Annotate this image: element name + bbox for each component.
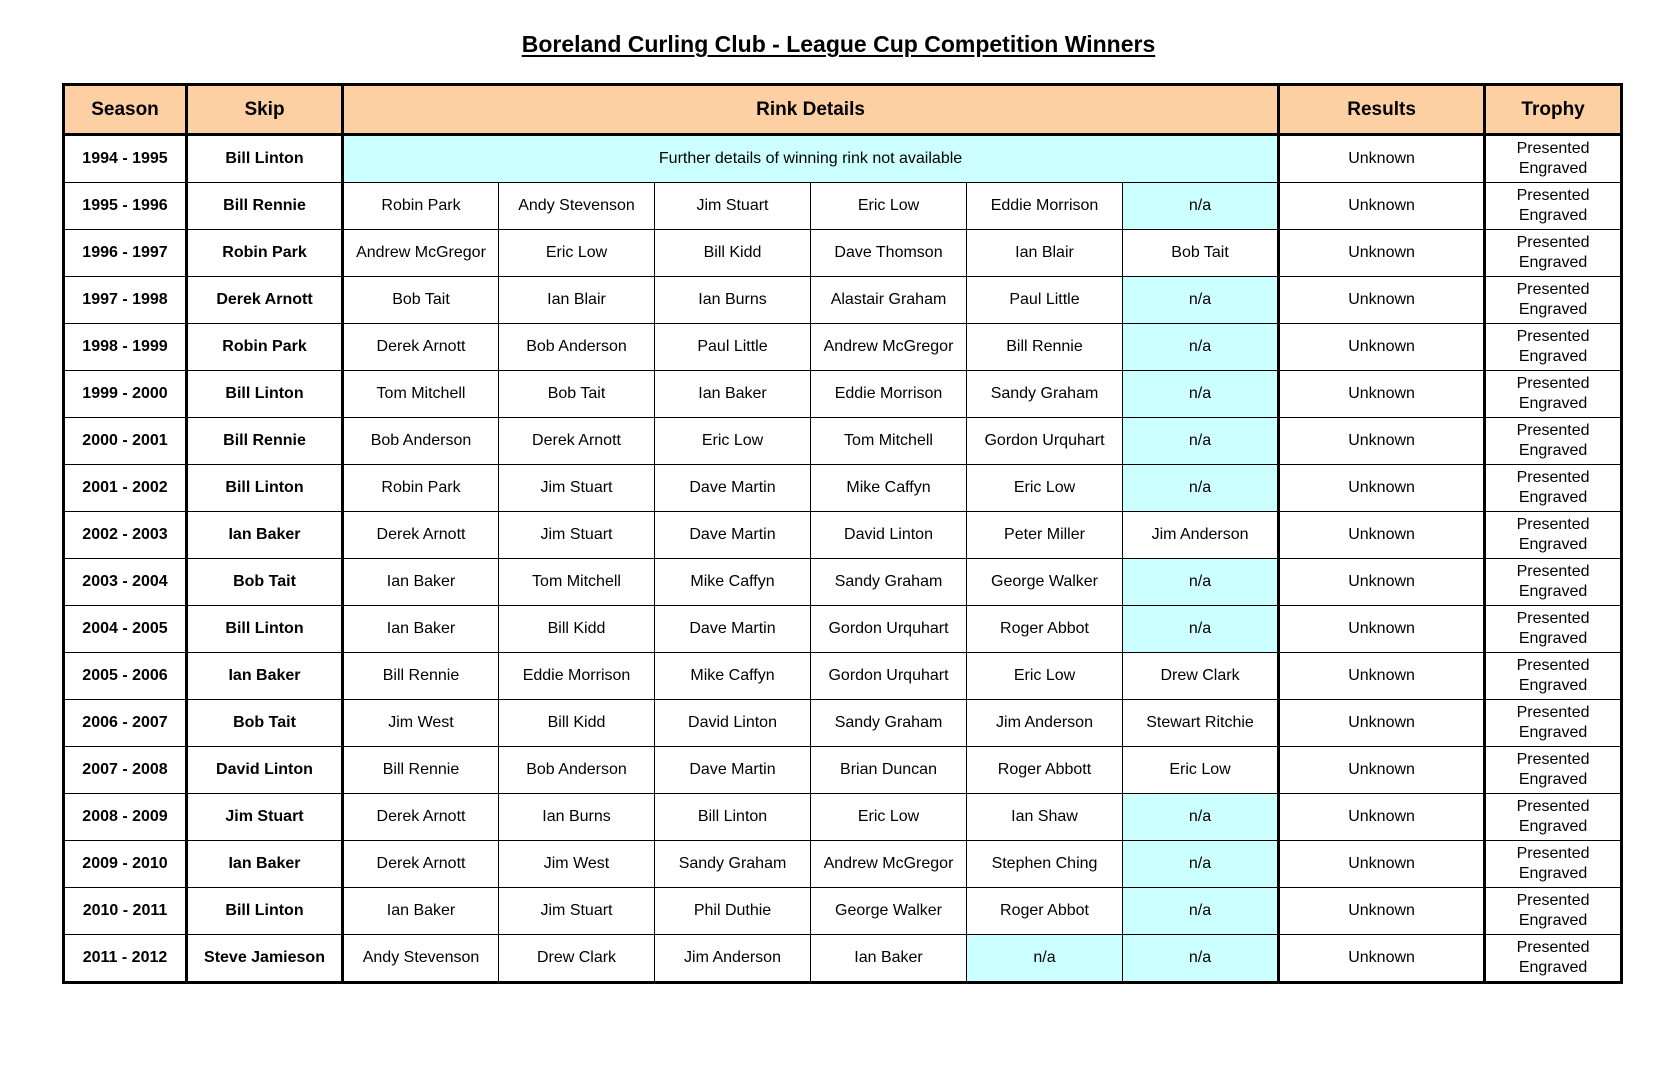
result-cell: Unknown [1279, 135, 1485, 183]
rink-member-cell: Gordon Urquhart [967, 418, 1123, 465]
skip-cell: Robin Park [187, 230, 343, 277]
result-cell: Unknown [1279, 465, 1485, 512]
trophy-cell [1485, 135, 1622, 183]
result-cell: Unknown [1279, 418, 1485, 465]
rink-member-cell: Dave Martin [655, 465, 811, 512]
rink-member-cell: Eddie Morrison [811, 371, 967, 418]
trophy-status-engraved: Engraved [1518, 865, 1588, 882]
season-cell: 1998 - 1999 [64, 324, 187, 371]
skip-cell: Ian Baker [187, 653, 343, 700]
trophy-cell [1485, 653, 1622, 700]
table-row [64, 888, 1622, 935]
trophy-status-presented: Presented [1516, 422, 1590, 439]
rink-member-cell: Eric Low [967, 653, 1123, 700]
season-cell: 1995 - 1996 [64, 183, 187, 230]
season-cell: 2004 - 2005 [64, 606, 187, 653]
season-cell: 2007 - 2008 [64, 747, 187, 794]
table-body [64, 135, 1622, 983]
rink-member-cell: David Linton [655, 700, 811, 747]
trophy-cell [1485, 559, 1622, 606]
rink-member-cell: Ian Burns [655, 277, 811, 324]
rink-member-cell: Alastair Graham [811, 277, 967, 324]
rink-member-cell: Bill Rennie [343, 747, 499, 794]
rink-member-cell: Ian Shaw [967, 794, 1123, 841]
header-rink-details: Rink Details [343, 85, 1279, 135]
rink-member-cell: Paul Little [967, 277, 1123, 324]
skip-cell: Bill Rennie [187, 418, 343, 465]
winners-table [62, 83, 1623, 984]
trophy-status-presented: Presented [1516, 281, 1590, 298]
rink-member-cell: Bob Tait [343, 277, 499, 324]
skip-cell: Jim Stuart [187, 794, 343, 841]
rink-member-cell: Eric Low [655, 418, 811, 465]
trophy-cell [1485, 512, 1622, 559]
skip-cell: Robin Park [187, 324, 343, 371]
trophy-status-engraved: Engraved [1518, 348, 1588, 365]
trophy-status-presented: Presented [1516, 704, 1590, 721]
trophy-status-engraved: Engraved [1518, 395, 1588, 412]
season-cell: 2003 - 2004 [64, 559, 187, 606]
rink-member-cell: Ian Baker [343, 559, 499, 606]
trophy-cell [1485, 371, 1622, 418]
rink-member-cell: Ian Burns [499, 794, 655, 841]
rink-member-cell: Sandy Graham [811, 559, 967, 606]
table-row [64, 135, 1622, 183]
trophy-status-engraved: Engraved [1518, 207, 1588, 224]
rink-member-cell: Roger Abbott [967, 747, 1123, 794]
rink-member-cell: Jim Anderson [655, 935, 811, 983]
trophy-status-presented: Presented [1516, 845, 1590, 862]
rink-member-cell: Peter Miller [967, 512, 1123, 559]
table-row [64, 794, 1622, 841]
rink-member-cell: Brian Duncan [811, 747, 967, 794]
rink-member-cell: Drew Clark [499, 935, 655, 983]
trophy-status-presented: Presented [1516, 610, 1590, 627]
rink-member-cell: Bill Kidd [655, 230, 811, 277]
rink-member-cell: Sandy Graham [811, 700, 967, 747]
trophy-cell [1485, 324, 1622, 371]
rink-member-cell: Ian Blair [967, 230, 1123, 277]
rink-member-cell: Eric Low [811, 183, 967, 230]
table-row [64, 653, 1622, 700]
header-season: Season [64, 85, 187, 135]
rink-member-cell: Tom Mitchell [499, 559, 655, 606]
rink-member-cell: Sandy Graham [967, 371, 1123, 418]
trophy-status-presented: Presented [1516, 469, 1590, 486]
skip-cell: Bob Tait [187, 559, 343, 606]
rink-member-cell: Eric Low [967, 465, 1123, 512]
result-cell: Unknown [1279, 606, 1485, 653]
trophy-status-engraved: Engraved [1518, 489, 1588, 506]
trophy-cell [1485, 841, 1622, 888]
result-cell: Unknown [1279, 277, 1485, 324]
rink-member-cell: Bob Anderson [499, 747, 655, 794]
rink-member-cell: Jim Anderson [1123, 512, 1279, 559]
rink-member-cell: Andrew McGregor [811, 841, 967, 888]
result-cell: Unknown [1279, 371, 1485, 418]
rink-member-cell: n/a [1123, 794, 1279, 841]
trophy-status-engraved: Engraved [1518, 254, 1588, 271]
table-row [64, 747, 1622, 794]
rink-member-cell: Bill Kidd [499, 606, 655, 653]
result-cell: Unknown [1279, 841, 1485, 888]
season-cell: 2011 - 2012 [64, 935, 187, 983]
trophy-cell [1485, 794, 1622, 841]
table-row [64, 465, 1622, 512]
season-cell: 2010 - 2011 [64, 888, 187, 935]
rink-member-cell: n/a [1123, 371, 1279, 418]
header-row [64, 85, 1622, 135]
trophy-status-presented: Presented [1516, 187, 1590, 204]
trophy-cell [1485, 606, 1622, 653]
rink-member-cell: Mike Caffyn [655, 653, 811, 700]
rink-member-cell: Jim Stuart [499, 888, 655, 935]
rink-member-cell: Roger Abbot [967, 888, 1123, 935]
rink-member-cell: n/a [1123, 935, 1279, 983]
skip-cell: Steve Jamieson [187, 935, 343, 983]
table-row [64, 700, 1622, 747]
rink-member-cell: David Linton [811, 512, 967, 559]
season-cell: 1996 - 1997 [64, 230, 187, 277]
season-cell: 2009 - 2010 [64, 841, 187, 888]
result-cell: Unknown [1279, 653, 1485, 700]
rink-member-cell: Bob Tait [1123, 230, 1279, 277]
rink-member-cell: n/a [1123, 888, 1279, 935]
trophy-cell [1485, 183, 1622, 230]
skip-cell: Bill Linton [187, 135, 343, 183]
rink-member-cell: n/a [1123, 841, 1279, 888]
rink-member-cell: Jim Stuart [499, 465, 655, 512]
rink-member-cell: Derek Arnott [343, 512, 499, 559]
rink-member-cell: Eric Low [1123, 747, 1279, 794]
rink-member-cell: Derek Arnott [343, 794, 499, 841]
rink-member-cell: Eric Low [811, 794, 967, 841]
trophy-cell [1485, 277, 1622, 324]
result-cell: Unknown [1279, 183, 1485, 230]
skip-cell: David Linton [187, 747, 343, 794]
result-cell: Unknown [1279, 559, 1485, 606]
rink-member-cell: Ian Baker [343, 606, 499, 653]
header-skip: Skip [187, 85, 343, 135]
rink-member-cell: Andrew McGregor [811, 324, 967, 371]
rink-member-cell: Ian Blair [499, 277, 655, 324]
trophy-status-presented: Presented [1516, 798, 1590, 815]
trophy-cell [1485, 418, 1622, 465]
trophy-cell [1485, 935, 1622, 983]
rink-member-cell: Ian Baker [811, 935, 967, 983]
rink-member-cell: Bill Rennie [343, 653, 499, 700]
table-row [64, 324, 1622, 371]
season-cell: 1997 - 1998 [64, 277, 187, 324]
trophy-status-engraved: Engraved [1518, 724, 1588, 741]
rink-member-cell: Bob Anderson [499, 324, 655, 371]
trophy-status-presented: Presented [1516, 751, 1590, 768]
trophy-status-presented: Presented [1516, 657, 1590, 674]
header-results: Results [1279, 85, 1485, 135]
rink-member-cell: Eddie Morrison [499, 653, 655, 700]
skip-cell: Bill Linton [187, 888, 343, 935]
table-row [64, 418, 1622, 465]
rink-member-cell: Dave Thomson [811, 230, 967, 277]
rink-member-cell: Jim Stuart [499, 512, 655, 559]
trophy-status-presented: Presented [1516, 328, 1590, 345]
header-trophy: Trophy [1485, 85, 1622, 135]
trophy-status-engraved: Engraved [1518, 677, 1588, 694]
rink-member-cell: Paul Little [655, 324, 811, 371]
rink-member-cell: n/a [1123, 465, 1279, 512]
rink-member-cell: n/a [967, 935, 1123, 983]
rink-member-cell: n/a [1123, 277, 1279, 324]
season-cell: 2000 - 2001 [64, 418, 187, 465]
rink-member-cell: Robin Park [343, 183, 499, 230]
skip-cell: Ian Baker [187, 512, 343, 559]
trophy-status-engraved: Engraved [1518, 959, 1588, 976]
rink-member-cell: Dave Martin [655, 512, 811, 559]
rink-member-cell: Gordon Urquhart [811, 606, 967, 653]
table-row [64, 512, 1622, 559]
result-cell: Unknown [1279, 512, 1485, 559]
rink-member-cell: Derek Arnott [343, 324, 499, 371]
result-cell: Unknown [1279, 888, 1485, 935]
trophy-status-presented: Presented [1516, 140, 1590, 157]
result-cell: Unknown [1279, 747, 1485, 794]
rink-member-cell: Tom Mitchell [343, 371, 499, 418]
trophy-status-engraved: Engraved [1518, 442, 1588, 459]
trophy-cell [1485, 747, 1622, 794]
trophy-status-presented: Presented [1516, 516, 1590, 533]
skip-cell: Derek Arnott [187, 277, 343, 324]
rink-member-cell: Eric Low [499, 230, 655, 277]
result-cell: Unknown [1279, 324, 1485, 371]
rink-member-cell: Mike Caffyn [811, 465, 967, 512]
rink-member-cell: Derek Arnott [343, 841, 499, 888]
rink-member-cell: Stephen Ching [967, 841, 1123, 888]
table-row [64, 559, 1622, 606]
result-cell: Unknown [1279, 935, 1485, 983]
rink-member-cell: Andy Stevenson [343, 935, 499, 983]
rink-member-cell: Gordon Urquhart [811, 653, 967, 700]
result-cell: Unknown [1279, 230, 1485, 277]
season-cell: 2006 - 2007 [64, 700, 187, 747]
trophy-status-engraved: Engraved [1518, 301, 1588, 318]
rink-member-cell: Bob Tait [499, 371, 655, 418]
skip-cell: Bill Linton [187, 371, 343, 418]
skip-cell: Bob Tait [187, 700, 343, 747]
rink-member-cell: Ian Baker [655, 371, 811, 418]
table-row [64, 841, 1622, 888]
rink-member-cell: Jim Stuart [655, 183, 811, 230]
rink-member-cell: Andy Stevenson [499, 183, 655, 230]
rink-member-cell: Stewart Ritchie [1123, 700, 1279, 747]
rink-member-cell: Mike Caffyn [655, 559, 811, 606]
trophy-status-presented: Presented [1516, 563, 1590, 580]
rink-member-cell: George Walker [811, 888, 967, 935]
trophy-status-engraved: Engraved [1518, 536, 1588, 553]
result-cell: Unknown [1279, 700, 1485, 747]
trophy-status-engraved: Engraved [1518, 583, 1588, 600]
trophy-cell [1485, 230, 1622, 277]
season-cell: 2008 - 2009 [64, 794, 187, 841]
table-row [64, 183, 1622, 230]
trophy-status-engraved: Engraved [1518, 630, 1588, 647]
rink-member-cell: Jim Anderson [967, 700, 1123, 747]
trophy-status-engraved: Engraved [1518, 818, 1588, 835]
trophy-status-presented: Presented [1516, 375, 1590, 392]
season-cell: 1994 - 1995 [64, 135, 187, 183]
rink-member-cell: Ian Baker [343, 888, 499, 935]
rink-member-cell: Dave Martin [655, 747, 811, 794]
rink-member-cell: Bill Linton [655, 794, 811, 841]
skip-cell: Bill Rennie [187, 183, 343, 230]
rink-member-cell: n/a [1123, 324, 1279, 371]
rink-member-cell: Eddie Morrison [967, 183, 1123, 230]
trophy-status-engraved: Engraved [1518, 771, 1588, 788]
rink-member-cell: Sandy Graham [655, 841, 811, 888]
rink-member-cell: Tom Mitchell [811, 418, 967, 465]
trophy-status-presented: Presented [1516, 234, 1590, 251]
rink-member-cell: Derek Arnott [499, 418, 655, 465]
rink-member-cell: n/a [1123, 183, 1279, 230]
result-cell: Unknown [1279, 794, 1485, 841]
skip-cell: Bill Linton [187, 606, 343, 653]
document-title [0, 28, 1677, 60]
trophy-status-engraved: Engraved [1518, 912, 1588, 929]
trophy-status-engraved: Engraved [1518, 160, 1588, 177]
table-row [64, 230, 1622, 277]
rink-member-cell: Bob Anderson [343, 418, 499, 465]
rink-member-cell: Bill Rennie [967, 324, 1123, 371]
rink-member-cell: Robin Park [343, 465, 499, 512]
rink-member-cell: Roger Abbot [967, 606, 1123, 653]
season-cell: 2005 - 2006 [64, 653, 187, 700]
rink-member-cell: n/a [1123, 606, 1279, 653]
table-row [64, 277, 1622, 324]
skip-cell: Ian Baker [187, 841, 343, 888]
trophy-cell [1485, 888, 1622, 935]
table-row [64, 371, 1622, 418]
table-row [64, 606, 1622, 653]
season-cell: 2002 - 2003 [64, 512, 187, 559]
trophy-status-presented: Presented [1516, 892, 1590, 909]
rink-member-cell: George Walker [967, 559, 1123, 606]
trophy-cell [1485, 465, 1622, 512]
rink-member-cell: Dave Martin [655, 606, 811, 653]
rink-member-cell: Andrew McGregor [343, 230, 499, 277]
trophy-cell [1485, 700, 1622, 747]
rink-note-cell: Further details of winning rink not available [343, 135, 1279, 183]
rink-member-cell: Jim West [343, 700, 499, 747]
season-cell: 2001 - 2002 [64, 465, 187, 512]
rink-member-cell: Drew Clark [1123, 653, 1279, 700]
trophy-status-presented: Presented [1516, 939, 1590, 956]
skip-cell: Bill Linton [187, 465, 343, 512]
rink-member-cell: n/a [1123, 559, 1279, 606]
rink-member-cell: Bill Kidd [499, 700, 655, 747]
table-row [64, 935, 1622, 983]
rink-member-cell: Jim West [499, 841, 655, 888]
season-cell: 1999 - 2000 [64, 371, 187, 418]
rink-member-cell: Phil Duthie [655, 888, 811, 935]
rink-member-cell: n/a [1123, 418, 1279, 465]
document-title-text: Boreland Curling Club - League Cup Competition Winners [521, 31, 1156, 57]
